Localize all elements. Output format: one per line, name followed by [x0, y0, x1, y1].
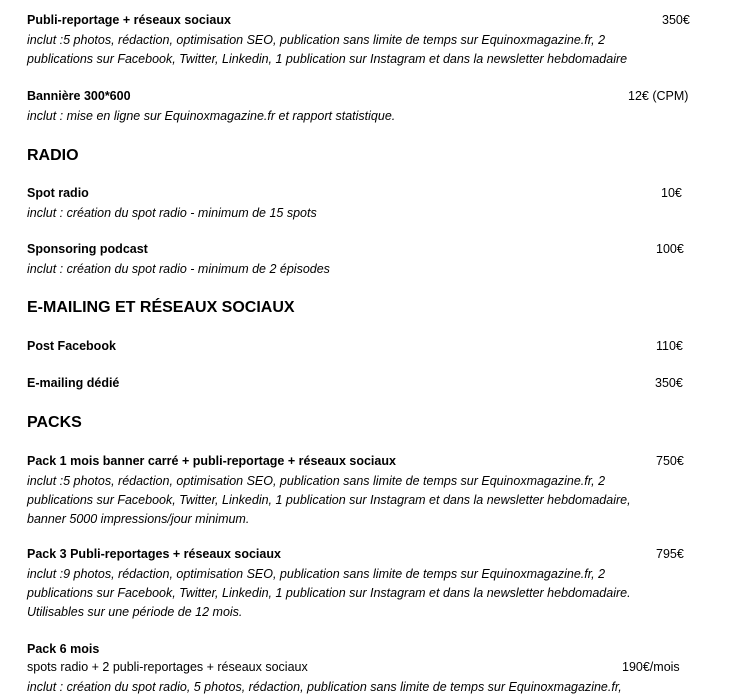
- item-title: Post Facebook: [27, 339, 116, 353]
- item-price: 100€: [656, 242, 684, 256]
- item-title: E-mailing dédié: [27, 376, 120, 390]
- item-title: Pack 1 mois banner carré + publi-reportage + réseaux sociaux: [27, 454, 396, 468]
- item-title: Pack 6 mois: [27, 642, 100, 656]
- item-description-line: Utilisables sur une période de 12 mois.: [27, 605, 243, 619]
- item-price: 350€: [655, 376, 683, 390]
- item-price: 795€: [656, 547, 684, 561]
- section-heading-emailing: E-MAILING ET RÉSEAUX SOCIAUX: [27, 299, 295, 316]
- item-title: Bannière 300*600: [27, 89, 131, 103]
- item-description-line: publications sur Facebook, Twitter, Linkedin, 1 publication sur Instagram et dans la newsletter hebdomadaire.: [27, 586, 631, 600]
- item-title: Spot radio: [27, 186, 89, 200]
- item-price: 750€: [656, 454, 684, 468]
- item-description-line: inclut :9 photos, rédaction, optimisation SEO, publication sans limite de temps sur Equinoxmagazine.fr, 2: [27, 567, 606, 581]
- item-description-line: publications sur Facebook, Twitter, Linkedin, 1 publication sur Instagram et dans la newsletter hebdomadaire,: [27, 493, 631, 507]
- section-heading-radio: RADIO: [27, 147, 79, 164]
- section-heading-packs: PACKS: [27, 414, 82, 431]
- item-title: Pack 3 Publi-reportages + réseaux sociaux: [27, 547, 281, 561]
- item-price: 110€: [656, 339, 683, 353]
- item-price: 190€/mois: [622, 660, 680, 674]
- item-description-line: inclut : mise en ligne sur Equinoxmagazine.fr et rapport statistique.: [27, 109, 396, 123]
- item-title: Publi-reportage + réseaux sociaux: [27, 13, 231, 27]
- item-description-line: inclut :5 photos, rédaction, optimisation SEO, publication sans limite de temps sur Equinoxmagazine.fr, 2: [27, 474, 606, 488]
- item-subtitle: spots radio + 2 publi-reportages + réseaux sociaux: [27, 660, 308, 674]
- item-description-line: inclut :5 photos, rédaction, optimisation SEO, publication sans limite de temps sur Equinoxmagazine.fr, 2: [27, 33, 606, 47]
- item-title: Sponsoring podcast: [27, 242, 148, 256]
- item-description-line: inclut : création du spot radio - minimum de 2 épisodes: [27, 262, 330, 276]
- item-price: 10€: [661, 186, 682, 200]
- item-price: 12€ (CPM): [628, 89, 689, 103]
- item-description-line: inclut : création du spot radio, 5 photos, rédaction, publication sans limite de temps sur Equinoxmagazine.fr,: [27, 680, 622, 694]
- item-description-line: banner 5000 impressions/jour minimum.: [27, 512, 250, 526]
- item-description-line: inclut : création du spot radio - minimum de 15 spots: [27, 206, 317, 220]
- item-description-line: publications sur Facebook, Twitter, Linkedin, 1 publication sur Instagram et dans la newsletter hebdomadaire: [27, 52, 628, 66]
- item-price: 350€: [662, 13, 690, 27]
